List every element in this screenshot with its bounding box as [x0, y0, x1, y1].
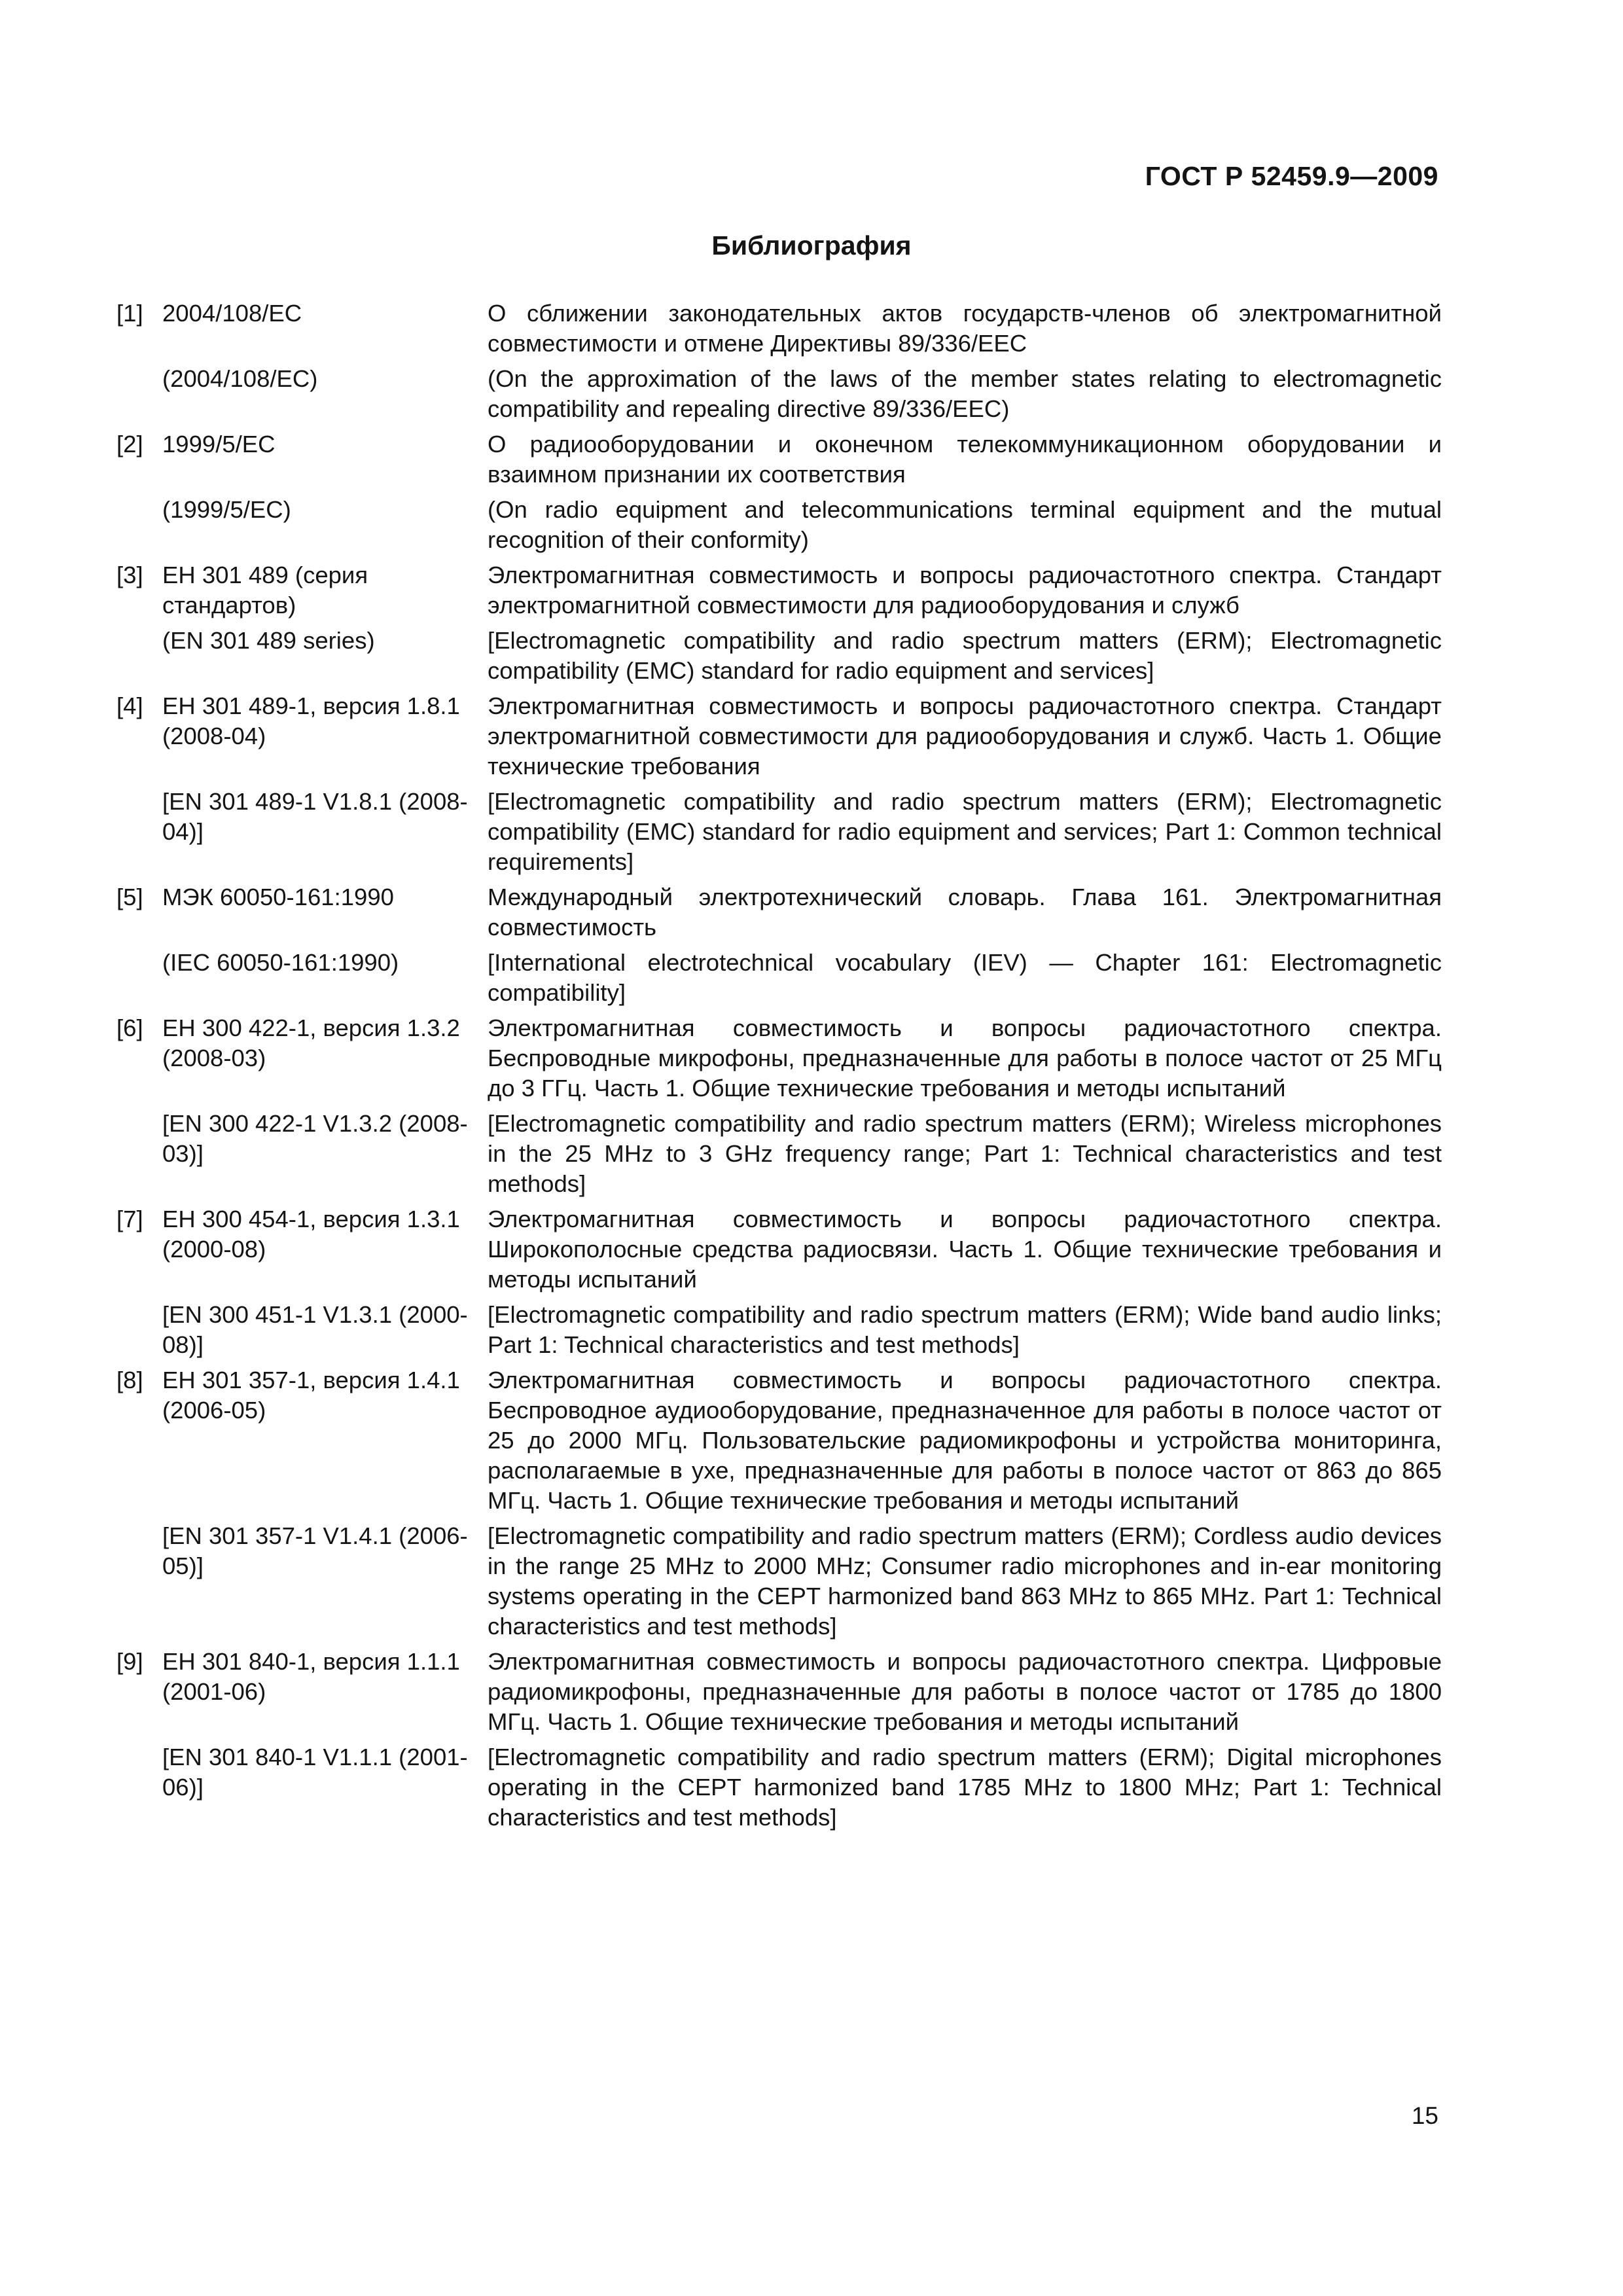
entry-english-row	[116, 1521, 1442, 1641]
entry-english-row	[116, 1109, 1442, 1199]
bibliography-entry	[116, 429, 1442, 555]
page-number: 15	[1411, 2102, 1438, 2129]
english-title: [Electromagnetic compatibility and radio spectrum matters (ERM); Wireless microphones in the 25 MHz to 3 GHz frequency range; Part 1: Technical characteristics and test methods]	[488, 1110, 1442, 1197]
bibliography-entry	[116, 882, 1442, 1008]
bibliography-entry	[116, 298, 1442, 424]
entry-number-spacer	[116, 948, 162, 1008]
entry-russian-row	[116, 1365, 1442, 1516]
entry-russian-row	[116, 560, 1442, 620]
english-title: [International electrotechnical vocabulary (IEV) — Chapter 161: Electromagnetic compatibility]	[488, 949, 1442, 1006]
russian-title: О сближении законодательных актов государств-членов об электромагнитной совместимости и отмене Директивы 89/336/ЕЕС	[488, 300, 1442, 357]
bibliography-entry	[116, 691, 1442, 877]
entry-number-spacer	[116, 495, 162, 555]
russian-designation: 1999/5/ЕС	[162, 431, 276, 457]
entry-number: [6]	[116, 1014, 143, 1041]
entry-russian-row	[116, 1647, 1442, 1737]
entry-number: [8]	[116, 1367, 143, 1393]
entry-number-spacer	[116, 1109, 162, 1199]
bibliography-entry	[116, 1013, 1442, 1199]
entry-number: [1]	[116, 300, 143, 327]
english-designation: [EN 301 489-1 V1.8.1 (2008-04)]	[162, 788, 468, 845]
entry-number: [9]	[116, 1648, 143, 1675]
entry-english-row	[116, 364, 1442, 424]
english-designation: (IEC 60050-161:1990)	[162, 949, 399, 976]
english-title: (On radio equipment and telecommunications terminal equipment and the mutual recognition of their conformity)	[488, 496, 1442, 553]
entry-number-spacer	[116, 626, 162, 686]
entry-english-row	[116, 787, 1442, 877]
russian-designation: ЕН 301 489 (серия стандартов)	[162, 562, 368, 619]
russian-title: О радиооборудовании и оконечном телекоммуникационном оборудовании и взаимном признании их соответствия	[488, 431, 1442, 488]
entry-number-spacer	[116, 1742, 162, 1833]
bibliography-entry	[116, 560, 1442, 686]
entry-english-row	[116, 1300, 1442, 1360]
russian-title: Электромагнитная совместимость и вопросы радиочастотного спектра. Широкополосные средства радиосвязи. Часть 1. Общие технические требования и методы испытаний	[488, 1206, 1442, 1293]
russian-designation: ЕН 301 840-1, версия 1.1.1 (2001-06)	[162, 1648, 460, 1705]
entry-number: [3]	[116, 562, 143, 588]
bibliography-entry	[116, 1204, 1442, 1360]
document-code: ГОСТ Р 52459.9—2009	[1145, 161, 1438, 191]
entry-russian-row	[116, 298, 1442, 359]
russian-designation: ЕН 300 454-1, версия 1.3.1 (2000-08)	[162, 1206, 460, 1263]
entry-english-row	[116, 495, 1442, 555]
english-designation: [EN 301 840-1 V1.1.1 (2001-06)]	[162, 1744, 468, 1801]
english-title: [Electromagnetic compatibility and radio spectrum matters (ERM); Digital microphones operating in the CEPT harmonized band 1785 MHz to 1800 MHz; Part 1: Technical characteristics and test methods]	[488, 1744, 1442, 1831]
entry-number-spacer	[116, 787, 162, 877]
russian-title: Электромагнитная совместимость и вопросы радиочастотного спектра. Стандарт электромагнитной совместимости для радиооборудования и служб	[488, 562, 1442, 619]
entry-number-spacer	[116, 1300, 162, 1360]
entry-russian-row	[116, 882, 1442, 942]
entry-russian-row	[116, 691, 1442, 781]
english-designation: (EN 301 489 series)	[162, 627, 375, 654]
english-designation: [EN 300 422-1 V1.3.2 (2008-03)]	[162, 1110, 468, 1167]
entry-number-spacer	[116, 364, 162, 424]
russian-designation: ЕН 301 489-1, версия 1.8.1 (2008-04)	[162, 692, 460, 749]
russian-title: Электромагнитная совместимость и вопросы радиочастотного спектра. Беспроводное аудиооборудование, предназначенное для работы в полосе частот от 25 до 2000 МГц. Пользовательские радиомикрофоны и устройства мониторинга, располагаемые в ухе, предназначенные для работы в полосе частот от 863 до 865 МГц. Часть 1. Общие технические требования и методы испытаний	[488, 1367, 1442, 1514]
bibliography-entry	[116, 1365, 1442, 1641]
entry-number: [7]	[116, 1206, 143, 1232]
russian-title: Электромагнитная совместимость и вопросы радиочастотного спектра. Цифровые радиомикрофоны, предназначенные для работы в полосе частот от 1785 до 1800 МГц. Часть 1. Общие технические требования и методы испытаний	[488, 1648, 1442, 1735]
page-title: Библиография	[711, 230, 912, 260]
russian-title: Международный электротехнический словарь. Глава 161. Электромагнитная совместимость	[488, 884, 1442, 941]
russian-designation: МЭК 60050-161:1990	[162, 884, 394, 910]
entry-number: [5]	[116, 884, 143, 910]
english-title: [Electromagnetic compatibility and radio spectrum matters (ERM); Electromagnetic compatibility (EMC) standard for radio equipment and services]	[488, 627, 1442, 684]
entry-number-spacer	[116, 1521, 162, 1641]
russian-designation: ЕН 300 422-1, версия 1.3.2 (2008-03)	[162, 1014, 460, 1071]
russian-title: Электромагнитная совместимость и вопросы радиочастотного спектра. Стандарт электромагнитной совместимости для радиооборудования и служб. Часть 1. Общие технические требования	[488, 692, 1442, 780]
entry-english-row	[116, 626, 1442, 686]
english-title: (On the approximation of the laws of the member states relating to electromagnetic compatibility and repealing directive 89/336/EEC)	[488, 365, 1442, 422]
russian-designation: ЕН 301 357-1, версия 1.4.1 (2006-05)	[162, 1367, 460, 1424]
bibliography-entry	[116, 1647, 1442, 1833]
entry-russian-row	[116, 1013, 1442, 1103]
entry-number: [2]	[116, 431, 143, 457]
english-designation: [EN 301 357-1 V1.4.1 (2006-05)]	[162, 1522, 468, 1579]
english-title: [Electromagnetic compatibility and radio spectrum matters (ERM); Electromagnetic compatibility (EMC) standard for radio equipment and services; Part 1: Common technical requirements]	[488, 788, 1442, 875]
entry-russian-row	[116, 429, 1442, 490]
entry-english-row	[116, 1742, 1442, 1833]
english-title: [Electromagnetic compatibility and radio spectrum matters (ERM); Wide band audio links; Part 1: Technical characteristics and test methods]	[488, 1301, 1442, 1358]
russian-title: Электромагнитная совместимость и вопросы радиочастотного спектра. Беспроводные микрофоны, предназначенные для работы в полосе частот от 25 МГц до 3 ГГц. Часть 1. Общие технические требования и методы испытаний	[488, 1014, 1442, 1102]
entry-number: [4]	[116, 692, 143, 719]
english-title: [Electromagnetic compatibility and radio spectrum matters (ERM); Cordless audio devices in the range 25 MHz to 2000 MHz; Consumer radio microphones and in-ear monitoring systems operating in the CEPT harmonized band 863 MHz to 865 MHz. Part 1: Technical characteristics and test methods]	[488, 1522, 1442, 1640]
english-designation: [EN 300 451-1 V1.3.1 (2000-08)]	[162, 1301, 468, 1358]
entry-russian-row	[116, 1204, 1442, 1295]
english-designation: (1999/5/EC)	[162, 496, 291, 523]
english-designation: (2004/108/EC)	[162, 365, 318, 392]
bibliography-list	[116, 298, 1442, 1838]
russian-designation: 2004/108/ЕС	[162, 300, 302, 327]
entry-english-row	[116, 948, 1442, 1008]
